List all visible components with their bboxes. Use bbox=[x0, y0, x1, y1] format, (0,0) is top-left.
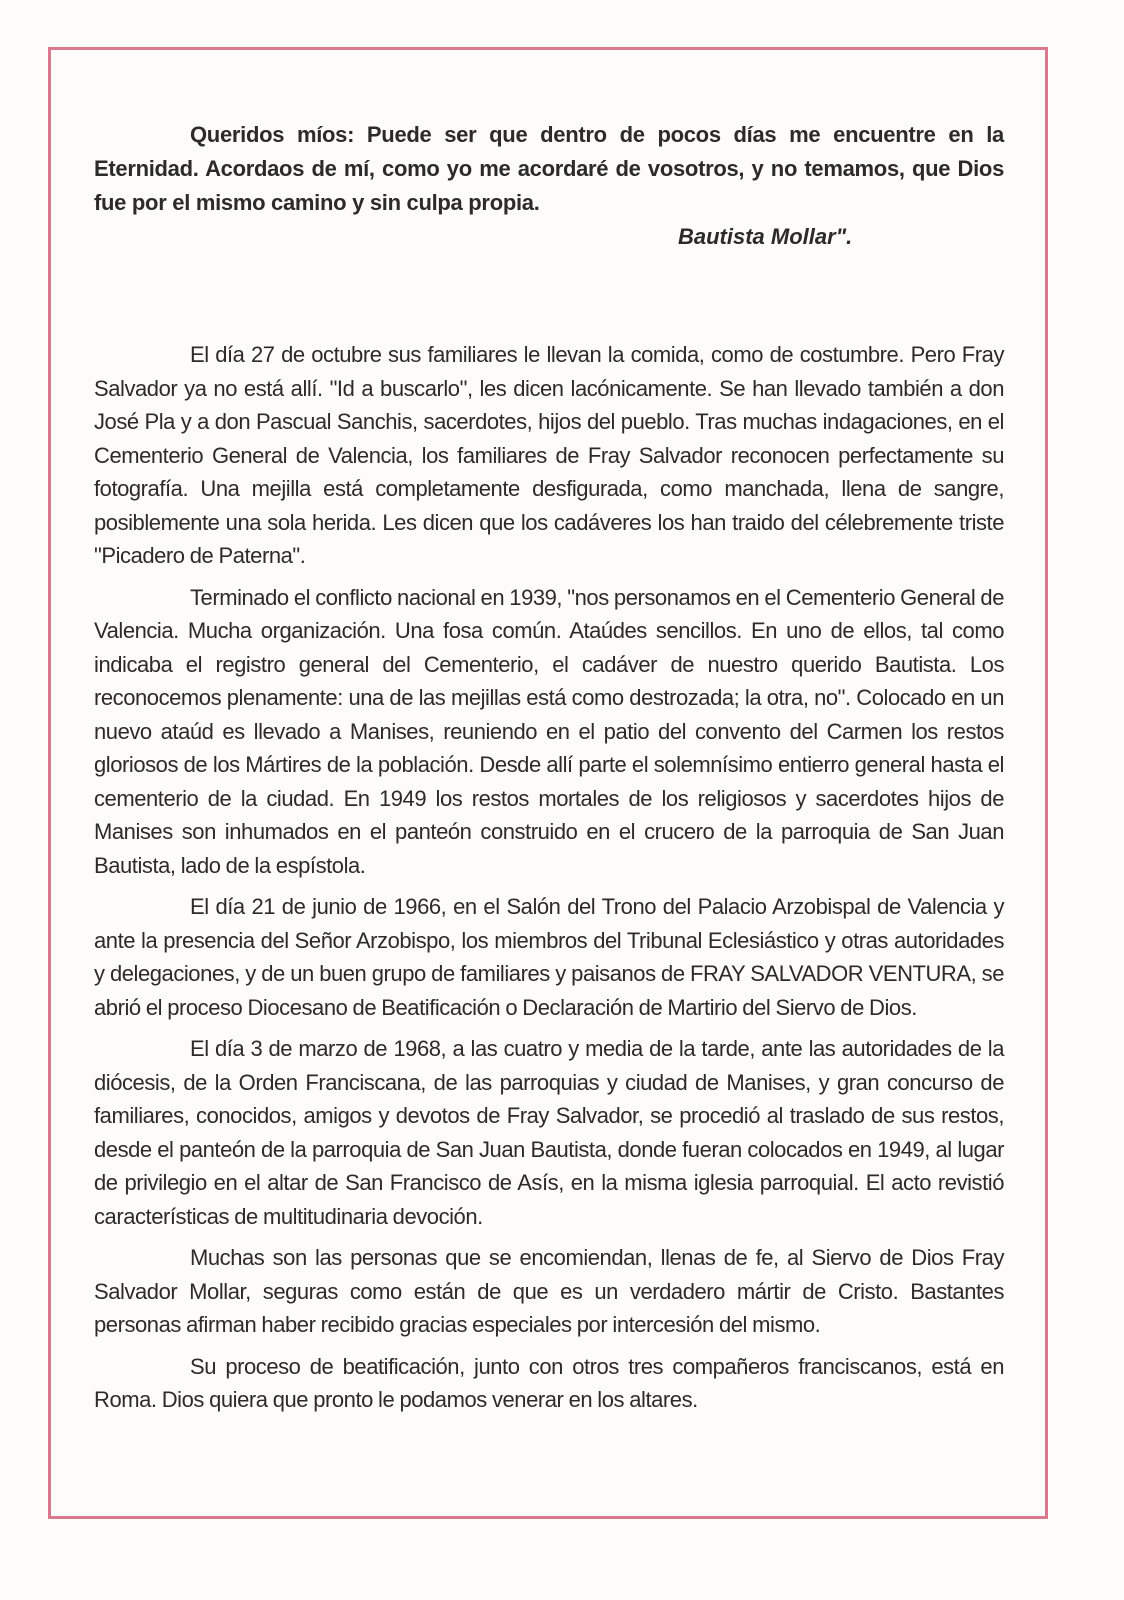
paragraph-6: Su proceso de beatificación, junto con otros tres compañeros franciscanos, está en Roma. Dios quiera que pronto le podamos venerar en los altares. bbox=[94, 1353, 1004, 1412]
page-content bbox=[94, 118, 1004, 1425]
paragraph-3: El día 21 de junio de 1966, en el Salón del Trono del Palacio Arzobispal de Valencia y ante la presencia del Señor Arzobispo, los miembros del Tribunal Eclesiástico y otras autoridades y delegaciones, y de un buen grupo de familiares y paisanos de FRAY SALVADOR VENTURA, se abrió el proceso Diocesano de Beatificación o Declaración de Martirio del Siervo de Dios. bbox=[94, 894, 1004, 1020]
paragraph-1: El día 27 de octubre sus familiares le llevan la comida, como de costumbre. Pero Fray Salvador ya no está allí. "Id a buscarlo", les dicen lacónicamente. Se han llevado también a don José Pla y a don Pascual Sanchis, sacerdotes, hijos del pueblo. Tras muchas indagaciones, en el Cementerio General de Valencia, los familiares de Fray Salvador reconocen perfectamente su fotografía. Una mejilla está completamente desfigurada, como manchada, llena de sangre, posiblemente una sola herida. Les dicen que los cadáveres los han traido del célebremente triste "Picadero de Paterna". bbox=[94, 342, 1004, 568]
paragraph-5: Muchas son las personas que se encomiendan, llenas de fe, al Siervo de Dios Fray Salvador Mollar, seguras como están de que es un verdadero mártir de Cristo. Bastantes personas afirman haber recibido gracias especiales por intercesión del mismo. bbox=[94, 1245, 1004, 1337]
paragraph-4: El día 3 de marzo de 1968, a las cuatro y media de la tarde, ante las autoridades de la diócesis, de la Orden Franciscana, de las parroquias y ciudad de Manises, y gran concurso de familiares, conocidos, amigos y devotos de Fray Salvador, se procedió al traslado de sus restos, desde el panteón de la parroquia de San Juan Bautista, donde fueran colocados en 1949, al lugar de privilegio en el altar de San Francisco de Asís, en la misma iglesia parroquial. El acto revistió características de multitudinaria devoción. bbox=[94, 1036, 1004, 1229]
letter-signature: Bautista Mollar". bbox=[678, 224, 853, 249]
quoted-letter: Queridos míos: Puede ser que dentro de pocos días me encuentre en la Eternidad. Acordaos de mí, como yo me acordaré de vosotros, y no temamos, que Dios fue por el mismo camino y sin culpa propia. bbox=[94, 122, 1004, 215]
body-text bbox=[94, 338, 1004, 1417]
paragraph-2: Terminado el conflicto nacional en 1939, "nos personamos en el Cementerio General de Valencia. Mucha organización. Una fosa común. Ataúdes sencillos. En uno de ellos, tal como indicaba el registro general del Cementerio, el cadáver de nuestro querido Bautista. Los reconocemos plenamente: una de las mejillas está como destrozada; la otra, no". Colocado en un nuevo ataúd es llevado a Manises, reuniendo en el patio del convento del Carmen los restos gloriosos de los Mártires de la población. Desde allí parte el solemnísimo entierro general hasta el cementerio de la ciudad. En 1949 los restos mortales de los religiosos y sacerdotes hijos de Manises son inhumados en el panteón construido en el crucero de la parroquia de San Juan Bautista, lado de la espístola. bbox=[94, 584, 1004, 878]
